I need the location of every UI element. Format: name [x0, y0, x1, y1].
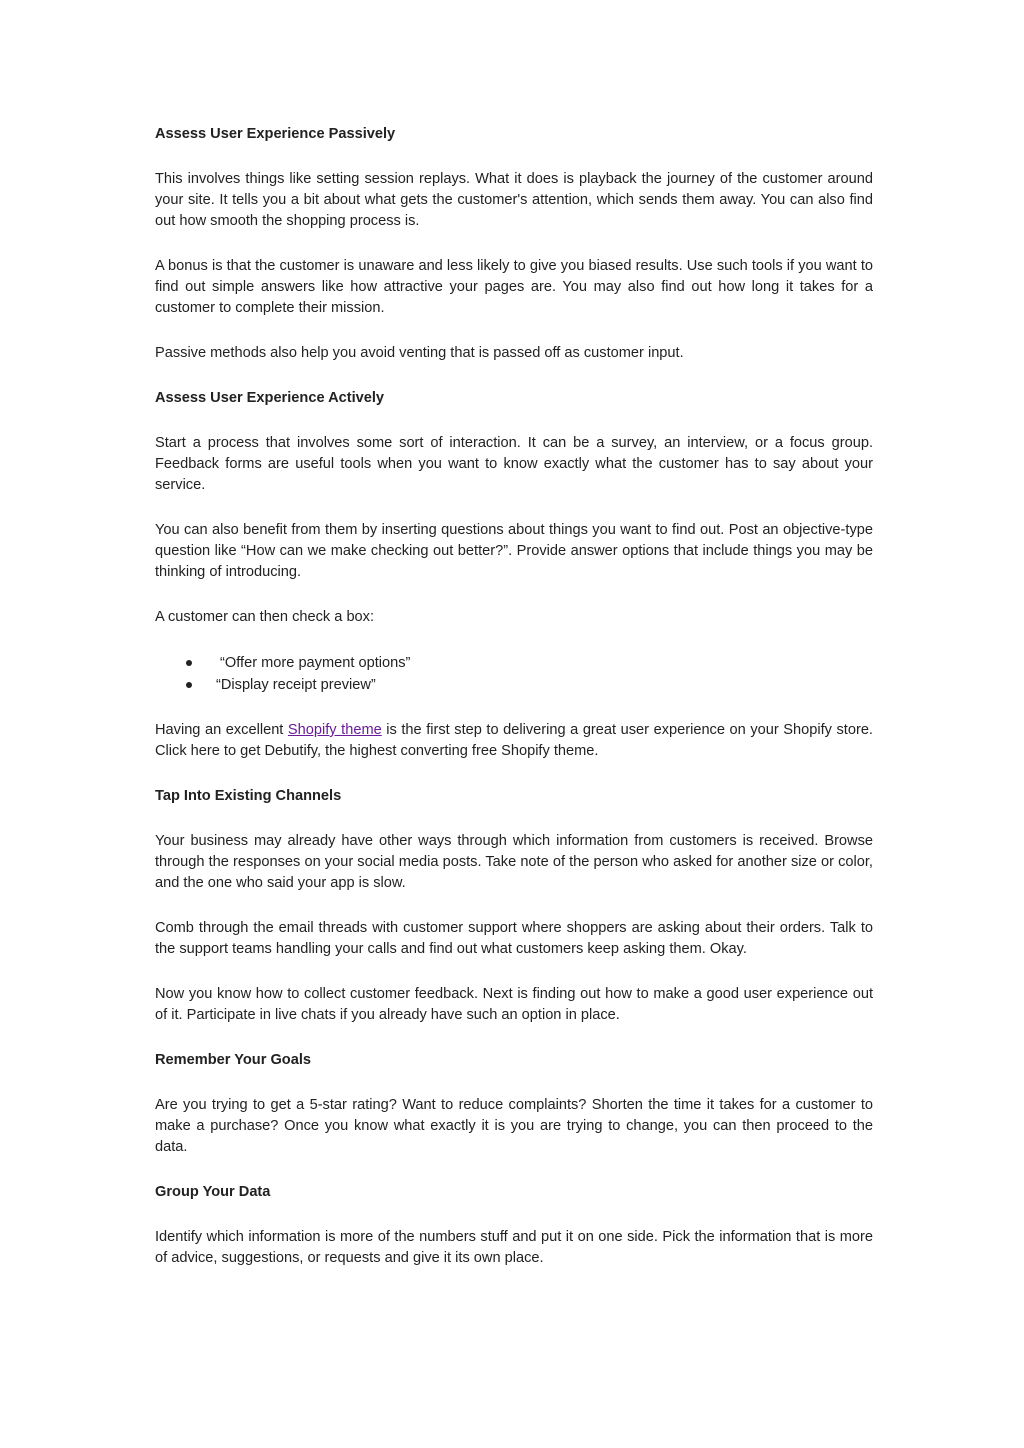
- bullet-item: “Offer more payment options”: [216, 652, 873, 674]
- shopify-theme-link[interactable]: Shopify theme: [287, 722, 382, 738]
- paragraph: Comb through the email threads with customer support where shoppers are asking about their orders. Talk to the support teams handling your calls and find out what customers keep asking them. Okay.: [155, 920, 873, 957]
- paragraph: Now you know how to collect customer feedback. Next is finding out how to make a good user experience out of it. Participate in live chats if you already have such an option in place.: [155, 986, 873, 1023]
- paragraph: Are you trying to get a 5-star rating? Want to reduce complaints? Shorten the time it takes for a customer to make a purchase? Once you know what exactly it is you are trying to change, you can then proceed to the data.: [155, 1097, 873, 1155]
- bullet-item: “Display receipt preview”: [216, 674, 873, 696]
- heading-group-data: Group Your Data: [155, 1184, 271, 1200]
- paragraph: A bonus is that the customer is unaware and less likely to give you biased results. Use such tools if you want to find out simple answers like how attractive your pages are. You may also find out how long it takes for a customer to complete their mission.: [155, 258, 873, 316]
- document-body: [155, 124, 873, 1293]
- paragraph-text: Having an excellent: [155, 722, 288, 738]
- paragraph: You can also benefit from them by inserting questions about things you want to find out. Post an objective-type question like “How can we make checking out better?”. Provide answer options that include things you may be thinking of introducing.: [155, 522, 873, 580]
- paragraph: Your business may already have other ways through which information from customers is received. Browse through the responses on your social media posts. Take note of the person who asked for another size or color, and the one who said your app is slow.: [155, 833, 873, 891]
- heading-remember-goals: Remember Your Goals: [155, 1052, 311, 1068]
- heading-assess-actively: Assess User Experience Actively: [155, 390, 385, 406]
- paragraph: Start a process that involves some sort of interaction. It can be a survey, an interview, or a focus group. Feedback forms are useful tools when you want to know exactly what the customer has to say about your service.: [155, 435, 873, 493]
- paragraph: Identify which information is more of the numbers stuff and put it on one side. Pick the information that is more of advice, suggestions, or requests and give it its own place.: [155, 1229, 873, 1266]
- paragraph-text: is the first step to delivering a great user experience on your Shopify store. Click here to get Debutify, the highest converting free Shopify theme.: [155, 722, 873, 759]
- paragraph: This involves things like setting session replays. What it does is playback the journey of the customer around your site. It tells you a bit about what gets the customer's attention, which sends them away. You can also find out how smooth the shopping process is.: [155, 171, 873, 229]
- paragraph-with-link: [155, 720, 873, 762]
- paragraph: Passive methods also help you avoid venting that is passed off as customer input.: [155, 345, 684, 361]
- heading-existing-channels: Tap Into Existing Channels: [155, 788, 342, 804]
- heading-assess-passively: Assess User Experience Passively: [155, 126, 396, 142]
- bullet-list: [155, 652, 873, 696]
- paragraph: A customer can then check a box:: [155, 609, 375, 625]
